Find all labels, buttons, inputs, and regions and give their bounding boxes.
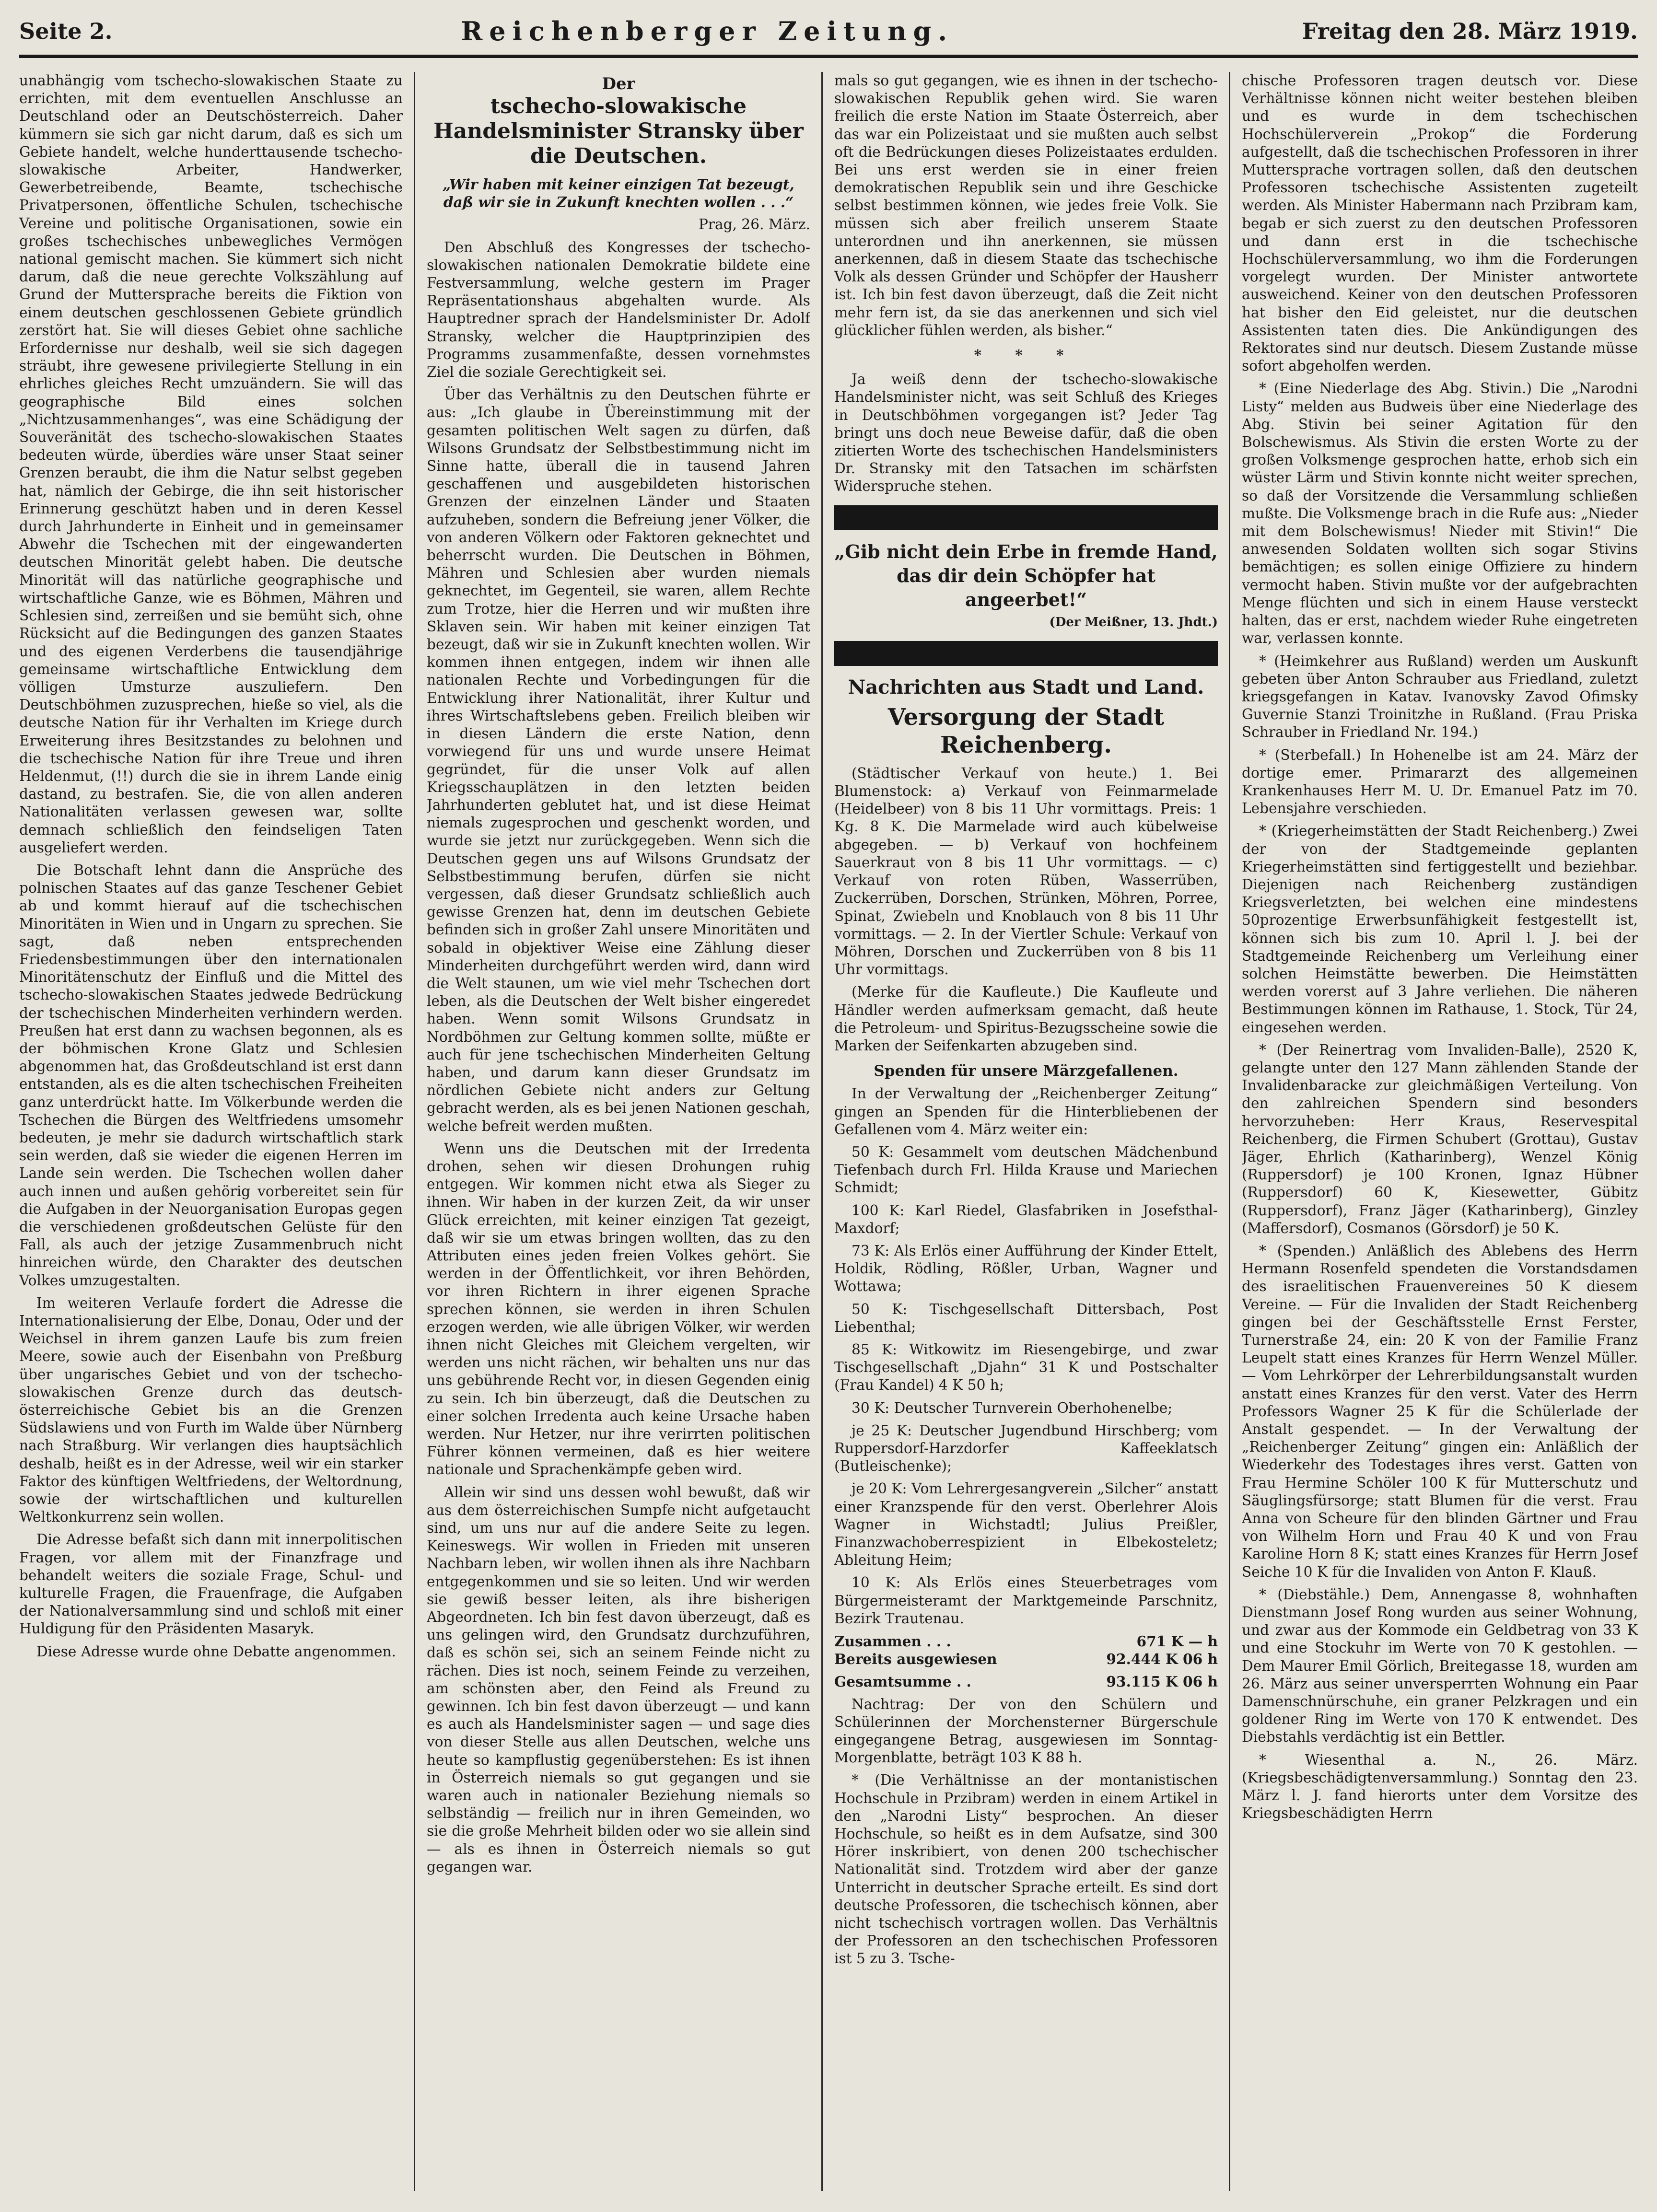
black-rule <box>834 505 1218 530</box>
total-label: Zusammen . . . <box>834 1633 951 1650</box>
section-heading: Nachrichten aus Stadt und Land. <box>848 675 1204 699</box>
total-value: 93.115 K 06 h <box>1106 1673 1218 1690</box>
subheading: Spenden für unsere Märzgefallenen. <box>874 1062 1179 1080</box>
paragraph: (Merke für die Kaufleute.) Die Kaufleute und Händler werden aufmerksam gemacht, daß heute die Petroleum- und Spiritus-Bezugsscheine sowie die Marken der Seifenkarten abzugeben sind. <box>834 984 1218 1054</box>
headline: Versorgung der Stadt Reichenberg. <box>887 703 1165 758</box>
column-divider <box>414 72 415 2191</box>
issue-date: Freitag den 28. März 1919. <box>1302 18 1638 44</box>
donation-item: 50 K: Tischgesellschaft Dittersbach, Post Liebenthal; <box>834 1301 1218 1335</box>
paragraph: mals so gut gegangen, wie es ihnen in der tschecho-slowakischen Republik gehen wird. Sie waren freilich die erste Nation im Staate Österreich, aber das war ein Polizeistaat und sie mußten auch selbst oft die Bedrückungen dieses Polizeistaates erdulden. Bei uns erst werden sie in einer freien demokratischen Republik sein und ihre Geschicke selbst bestimmen können, wie jedes freie Volk. Sie müssen sich aber freilich unserem Staate unterordnen und ihn anerkennen, sie müssen anerkennen, daß in diesem Staate das tschechische Volk als dessen Gründer und Schöpfer der Hausherr ist. Ich bin fest davon überzeugt, daß die Zeit nicht mehr fern ist, da sie das anerkennen und sich viel glücklicher fühlen werden, als bisher.“ <box>834 72 1218 338</box>
donation-item: 73 K: Als Erlös einer Aufführung der Kinder Ettelt, Holdik, Rödling, Rößler, Urban, Wagner und Wottawa; <box>834 1242 1218 1295</box>
columns <box>19 72 1638 2191</box>
column-divider <box>1229 72 1230 2191</box>
paragraph: * Wiesenthal a. N., 26. März. (Kriegsbeschädigtenversammlung.) Sonntag den 23. März l. J. fand hierorts unter dem Vorsitze des Kriegsbeschädigten Herrn <box>1242 1751 1638 1822</box>
total-label: Gesamtsumme . . <box>834 1673 971 1690</box>
paragraph: Die Adresse befaßt sich dann mit innerpolitischen Fragen, vor allem mit der Finanzfrage und behandelt weiters die soziale Frage, Schul- und kulturelle Fragen, die Frauenfrage, die Aufgaben der Nationalversammlung sind und schloß mit einer Huldigung für den Präsidenten Masaryk. <box>19 1531 403 1637</box>
paragraph: Allein wir sind uns dessen wohl bewußt, daß wir aus dem österreichischen Sumpfe nicht aufgetaucht sind, um uns nur auf die andere Seite zu legen. Keineswegs. Wir wollen in Frieden mit unseren Nachbarn leben, wir wollen ihnen als ihre Nachbarn entgegenkommen und sie so leiten. Und wir werden sie gewiß besser leiten, als ihre bisherigen Abgeordneten. Ich bin fest davon überzeugt, daß es uns gelingen wird, den Grundsatz durchzuführen, daß es schön sei, sich an seinem Feinde nicht zu rächen. Dies ist noch, seinem Feinde zu verzeihen, am schönsten aber, den Feind als Freund zu gewinnen. Ich bin fest davon überzeugt — und kann es auch als Handelsminister sagen — und sage dies von dieser Stelle aus allen Deutschen, welche uns heute so kampflustig gegenüberstehen: Es ist ihnen in Österreich niemals so gut gegangen und sie waren auch in nationaler Beziehung niemals so selbständig — freilich nur in ihren Gemeinden, wo sie die große Mehrheit bilden oder wo sie allein sind — als es ihnen in Österreich niemals so gut gegangen war. <box>427 1484 810 1875</box>
paragraph: * (Eine Niederlage des Abg. Stivin.) Die „Narodni Listy“ melden aus Budweis über eine Niederlage des Abg. Stivin bei seiner Agitation für den Bolschewismus. Als Stivin die ersten Worte zu der großen Volksmenge gesprochen hatte, erhob sich ein wüster Lärm und Stivin konnte nicht weiter sprechen, so daß der Vorsitzende die Versammlung schließen mußte. Die Volksmenge brach in die Rufe aus: „Nieder mit dem Bolschewismus! Nieder mit Stivin!“ Die anwesenden Soldaten wollten sich sogar Stivins bemächtigen; es sollen einige Offiziere zu hindern vermocht haben. Stivin mußte vor der aufgebrachten Menge flüchten und sich in einem Hause versteckt halten, das er erst, nachdem wieder Ruhe eingetreten war, verlassen konnte. <box>1242 380 1638 647</box>
total-row <box>834 1650 1218 1668</box>
paragraph: unabhängig vom tschecho-slowakischen Staate zu errichten, mit dem eventuellen Anschlusse an Deutschland oder an Deutschösterreich. Daher kümmern sie sich gar nicht darum, daß es sich um Gebiete handelt, welche hunderttausende tschecho-slowakische Arbeiter, Handwerker, Gewerbetreibende, Beamte, tschechische Privatpersonen, öffentliche Schulen, tschechische Vereine und politische Organisationen, sowie ein großes tschechisches unbewegliches Vermögen national gemischt machen. Sie kümmert sich nicht darum, daß die neue gerechte Volkszählung auf Grund der Muttersprache bereits die Fiktion von einem deutschen geschlossenen Gebiete gründlich zerstört hat. Sie will dieses Gebiet ohne sachliche Erfordernisse nur deshalb, weil sie sich dagegen sträubt, ihre gewesene privilegierte Stellung in ein ehrliches gleiches Recht umzuändern. Sie will das geographische Bild eines solchen „Nichtzusammenhanges“, was eine Schädigung der Souveränität des tschecho-slowakischen Staates bedeuten würde, überdies wäre unser Staat seiner Grenzen beraubt, die ihm die Natur selbst gegeben hat, nämlich der Gebirge, die ihn seit historischer Erinnerung geschützt haben und in deren Kessel durch Jahrhunderte in Einheit und in gemeinsamer Abwehr die Tschechen mit der eingewanderten deutschen Minorität gelebt haben. Die deutsche Minorität will das natürliche geographische und wirtschaftliche Ganze, wie es Böhmen, Mähren und Schlesien sind, zerreißen und sie bemüht sich, ohne Rücksicht auf die Bedingungen des ganzen Staates und des eigenen Verderbens die tausendjährige gemeinsame wirtschaftliche Entwicklung dem völligen Umsturze auszuliefern. Den Deutschböhmen zuzusprechen, hieße so viel, als die deutsche Nation für ihr Verhalten im Kriege durch Erweiterung ihres Besitzstandes zu belohnen und die tschechische Nation für ihre Treue und ihren Heldenmut, (!!) durch die sie in ihrem Lande einig dastand, zu bestrafen. Sie, die von allen anderen Nationalitäten verlassen gewesen war, sollte demnach schließlich den feindseligen Taten ausgeliefert werden. <box>19 72 403 856</box>
dateline: Prag, 26. März. <box>698 216 810 233</box>
header-rule <box>19 55 1638 58</box>
article-title-main: tschecho-slowakische Handelsminister Stransky über die Deutschen. <box>433 94 804 168</box>
paragraph: * (Kriegerheimstätten der Stadt Reichenberg.) Zwei der von der Stadtgemeinde geplanten Kriegerheimstätten sind fertiggestellt und beziehbar. Diejenigen nach Reichenberg zuständigen Kriegsverletzten, bei welchen eine mindestens 50prozentige Erwerbsunfähigkeit festgestellt ist, können sich bis zum 10. April l. J. bei der Stadtgemeinde Reichenberg um Verleihung einer solchen Heimstätte bewerben. Die Heimstätten werden vorerst auf 3 Jahre verliehen. Die näheren Bestimmungen können im Rathause, 1. Stock, Tür 24, eingesehen werden. <box>1242 823 1638 1036</box>
article-title <box>427 74 810 169</box>
newspaper-name: Reichenberger Zeitung. <box>461 16 954 47</box>
donation-item: je 25 K: Deutscher Jugendbund Hirschberg; vom Ruppersdorf-Harzdorfer Kaffeeklatsch (Butleischenke); <box>834 1422 1218 1475</box>
paragraph: In der Verwaltung der „Reichenberger Zeitung“ gingen an Spenden für die Hinterbliebenen der Gefallenen vom 4. März weiter ein: <box>834 1085 1218 1138</box>
page-number: Seite 2. <box>19 18 113 44</box>
paragraph: (Städtischer Verkauf von heute.) 1. Bei Blumenstock: a) Verkauf von Feinmarmelade (Heidelbeer) von 8 bis 11 Uhr vormittags. Preis: 1 Kg. 8 K. Die Marmelade wird auch kübelweise abgegeben. — b) Verkauf von hochfeinem Sauerkraut von 8 bis 11 Uhr vormittags. — c) Verkauf von roten Rüben, Wasserrüben, Zuckerrüben, Dorschen, Strünken, Möhren, Porree, Spinat, Zwiebeln und Knoblauch von 8 bis 11 Uhr vormittags. — 2. In der Viertler Schule: Verkauf von Möhren, Dorschen und Zuckerrüben von 8 bis 11 Uhr vormittags. <box>834 765 1218 978</box>
column-divider <box>821 72 823 2191</box>
paragraph: Die Botschaft lehnt dann die Ansprüche des polnischen Staates auf das ganze Teschener Gebiet ab und kommt hierauf auf die tschechischen Minoritäten in Wien und in Ungarn zu sprechen. Sie sagt, daß neben entsprechenden Friedensbestimmungen über den internationalen Minoritätenschutz der Einfluß und die Mittel des tschecho-slowakischen Staates jedwede Bedrückung der tschechischen Minderheiten verhindern werden. Preußen hat erst dann zu wachsen begonnen, als es der böhmischen Krone Glatz und Schlesien abgenommen hat, das Großdeutschland ist erst dann entstanden, als es die alten tschechischen Freiheiten ganz unterdrückt hatte. Im Völkerbunde werden die Tschechen die Bürgen des Weltfriedens umsomehr bedeuten, je mehr sie dadurch wirtschaftlich stark sein werden, daß sie wieder die eigenen Herren im Lande sein werden. Die Tschechen wollen daher auch innen und außen gehörig vorbereitet sein für die Aufgaben in der Neuorganisation Europas gegen die verschiedenen großdeutschen Gelüste für den Fall, als auch der jetzige Zusammenbruch nicht hinreichen würde, den Charakter des deutschen Volkes umzugestalten. <box>19 862 403 1289</box>
separator-stars: * * * <box>974 347 1078 364</box>
total-value: 92.444 K 06 h <box>1106 1651 1218 1668</box>
article-quote: „Wir haben mit keiner einzigen Tat bezeugt, daß wir sie in Zukunft knechten wollen . . .“ <box>443 176 794 211</box>
column-3 <box>834 72 1218 2191</box>
donation-item: je 20 K: Vom Lehrergesangverein „Silcher“ anstatt einer Kranzspende für den verst. Oberlehrer Alois Wagner in Wichstadtl; Julius Preißler, Finanzwachoberrespizient in Elbekosteletz; Ableitung Heim; <box>834 1480 1218 1569</box>
paragraph: Nachtrag: Der von den Schülern und Schülerinnen der Morchensterner Bürgerschule eingegangene Betrag, ausgewiesen im Sonntag-Morgenblatte, beträgt 103 K 88 h. <box>834 1696 1218 1766</box>
paragraph: Diese Adresse wurde ohne Debatte angenommen. <box>36 1643 397 1660</box>
paragraph: * (Heimkehrer aus Rußland) werden um Auskunft gebeten über Anton Schrauber aus Friedland, zuletzt kriegsgefangen in Katav. Ivanovsky Zavod Ofimsky Guvernie Stanzi Troinitzhe in Rußland. (Frau Priska Schrauber in Friedland Nr. 194.) <box>1242 652 1638 741</box>
column-2 <box>427 72 810 2191</box>
motto: „Gib nicht dein Erbe in fremde Hand, das dir dein Schöpfer hat angeerbet!“ <box>834 540 1218 610</box>
donation-item: 100 K: Karl Riedel, Glasfabriken in Josefsthal-Maxdorf; <box>834 1202 1218 1236</box>
article-title-pre: Der <box>602 74 635 93</box>
paragraph: * (Diebstähle.) Dem, Annengasse 8, wohnhaften Dienstmann Josef Rong wurden aus seiner Wohnung, und zwar aus der Kommode ein Geldbetrag von 33 K und eine Stockuhr im Werte von 70 K gestohlen. — Dem Maurer Emil Görlich, Breitegasse 18, wurden am 26. März aus seiner unversperrten Wohnung ein Paar Damenschnürschuhe, ein graner Pelzkragen und ein goldener Ring im Werte von 170 K entwendet. Des Diebstahls verdächtig ist ein Bettler. <box>1242 1586 1638 1746</box>
paragraph: * (Die Verhältnisse an der montanistischen Hochschule in Przibram) werden in einem Artikel in den „Narodni Listy“ besprochen. An dieser Hochschule, so heißt es in dem Aufsatze, sind 300 Hörer inskribiert, von denen 200 tschechischer Nationalität sind. Trotzdem wird aber der ganze Unterricht in deutscher Sprache erteilt. Es sind dort deutsche Professoren, die tschechisch können, aber nicht tschechisch vortragen wollen. Das Verhältnis der Professoren an den tschechischen Professoren ist 5 zu 3. Tsche- <box>834 1772 1218 1967</box>
total-label: Bereits ausgewiesen <box>834 1651 997 1668</box>
black-rule <box>834 641 1218 666</box>
donation-item: 85 K: Witkowitz im Riesengebirge, und zwar Tischgesellschaft „Djahn“ 31 K und Postschalter (Frau Kandel) 4 K 50 h; <box>834 1341 1218 1394</box>
column-4 <box>1242 72 1638 2191</box>
paragraph: Den Abschluß des Kongresses der tschecho-slowakischen nationalen Demokratie bildete eine Festversammlung, welche gestern im Prager Repräsentationshaus abgehalten wurde. Als Hauptredner sprach der Handelsminister Dr. Adolf Stransky, welcher die Hauptprinzipien des Programms zusammenfaßte, dessen vornehmstes Ziel die soziale Gerechtigkeit sei. <box>427 239 810 381</box>
paragraph: chische Professoren tragen deutsch vor. Diese Verhältnisse können nicht weiter bestehen bleiben und es wurde in dem tschechischen Hochschülerverein „Prokop“ die Forderung aufgestellt, daß die tschechischen Professoren in ihrer Muttersprache vortragen sollen, daß den deutschen Professoren tschechische Assistenten zugeteilt werden. Als Minister Habermann nach Przibram kam, begab er sich zuerst zu den deutschen Professoren und dann erst in die tschechische Hochschülerversammlung, wo ihm die Forderungen vorgelegt wurden. Der Minister antwortete ausweichend. Keiner von den deutschen Professoren hat bisher den Eid geleistet, nur die deutschen Assistenten taten dies. Die Ankündigungen des Rektorates sind nur deutsch. Diesem Zustande müsse sofort abgeholfen werden. <box>1242 72 1638 374</box>
page-header <box>19 10 1638 53</box>
paragraph: * (Der Reinertrag vom Invaliden-Balle), 2520 K, gelangte unter den 127 Mann zählenden Stande der Invalidenbaracke zur gleichmäßigen Verteilung. Von den zahlreichen Spendern sind besonders hervorzuheben: Herr Kraus, Reservespital Reichenberg, die Firmen Schubert (Grottau), Gustav Jäger, Ehrlich (Katharinberg), Wenzel König (Ruppersdorf) je 100 Kronen, Ignaz Hübner (Ruppersdorf) 60 K, Kiesewetter, Gübitz (Ruppersdorf), Franz Jäger (Katharinberg), Ginzley (Maffersdorf), Cosmanos (Görsdorf) je 50 K. <box>1242 1041 1638 1236</box>
motto-source: (Der Meißner, 13. Jhdt.) <box>1049 615 1218 629</box>
paragraph: * (Sterbefall.) In Hohenelbe ist am 24. März der dortige emer. Primararzt des allgemeinen Krankenhauses Herr M. U. Dr. Emanuel Patz im 70. Lebensjahre verschieden. <box>1242 746 1638 817</box>
total-row <box>834 1632 1218 1650</box>
paragraph: Über das Verhältnis zu den Deutschen führte er aus: „Ich glaube in Übereinstimmung mit der gesamten politischen Welt sagen zu dürfen, daß Wilsons Grundsatz der Selbstbestimmung nicht im Sinne hatte, überall die in tausend Jahren geschaffenen und ausgebildeten historischen Grenzen der einzelnen Länder und Staaten aufzuheben, sondern die Befreiung jener Völker, die von anderen Völkern oder Faktoren geknechtet und beherrscht wurden. Die Deutschen in Böhmen, Mähren und Schlesien aber wurden niemals geknechtet, im Gegenteil, sie waren, allem Rechte zum Trotze, hier die Herren und wir mußten ihre Sklaven sein. Wir haben mit keiner einzigen Tat bezeugt, daß wir sie in Zukunft knechten wollen. Wir kommen ihnen entgegen, indem wir ihnen alle nationalen Rechte und Vorbedingungen für die Entwicklung ihrer Nationalität, ihrer Kultur und ihres Wirtschaftslebens geben. Freilich bleiben wir in diesen Ländern die erste Nation, denn vorwiegend für uns und wurde unsere Heimat gegründet, für die unser Volk auf allen Kriegsschauplätzen in den letzten beiden Jahrhunderten geblutet hat, und ist diese Heimat niemals zugesprochen und geschenkt worden, und wurde sie jetzt nur zurückgegeben. Wenn sich die Deutschen gegen uns auf Wilsons Grundsatz der Selbstbestimmung berufen, dürfen sie nicht vergessen, daß dieser Grundsatz schließlich auch gewisse Grenzen hat, denn im deutschen Gebiete befinden sich in großer Zahl unsere Minoritäten und sobald in objektiver Weise eine Zählung dieser Minderheiten durchgeführt werden wird, dann wird die Welt staunen, um wie viel mehr Tschechen dort leben, als die Deutschen der Welt bisher eingeredet haben. Wenn somit Wilsons Grundsatz in Nordböhmen zur Geltung kommen sollte, müßte er auch für jene tschechischen Minderheiten Geltung haben, und darum kann dieser Grundsatz im nördlichen Gebiete nicht anders zur Geltung gebracht werden, als es bei jenen Nationen geschah, welche befreit werden mußten. <box>427 386 810 1134</box>
donation-item: 10 K: Als Erlös eines Steuerbetrages vom Bürgermeisteramt der Marktgemeinde Parschnitz, Bezirk Trautenau. <box>834 1574 1218 1627</box>
paragraph: Im weiteren Verlaufe fordert die Adresse die Internationalisierung der Elbe, Donau, Oder und der Weichsel in ihrem ganzen Laufe bis zum freien Meere, sowie auch der Eisenbahn von Preßburg über ungarisches Gebiet und von der tschecho-slowakischen Grenze durch das deutsch-österreichische Gebiet bis an die Grenzen Südslawiens und von Furth im Walde über Nürnberg nach Straßburg. Wir verlangen dies hauptsächlich deshalb, heißt es in der Adresse, weil wir ein starker Faktor des künftigen Weltfriedens, der Weltordnung, sowie der wirtschaftlichen und kulturellen Weltkonkurrenz sein wollen. <box>19 1294 403 1525</box>
paragraph: Wenn uns die Deutschen mit der Irredenta drohen, sehen wir diesen Drohungen ruhig entgegen. Wir kommen nicht etwa als Sieger zu ihnen. Wir haben in der kurzen Zeit, da wir unser Glück erreichten, mit keiner einzigen Tat gezeigt, daß wir sie um etwas bringen wollten, das zu den Attributen eines jeden freien Volkes gehört. Sie werden in der Öffentlichkeit, vor ihren Behörden, vor ihren Richtern in ihrer eigenen Sprache sprechen können, sie werden in ihren Schulen erzogen werden, wie alle übrigen Völker, wir werden ihnen nicht Gleiches mit Gleichem vergelten, wir werden uns nicht rächen, wir behalten uns nur das uns gebührende Recht vor, in diesen Gegenden einig zu sein. Ich bin überzeugt, daß die Deutschen zu einer solchen Irredenta auch keine Ursache haben werden. Nur Hetzer, nur ihre verirrten politischen Führer können vermeinen, daß es hier weitere nationale und Sprachenkämpfe geben wird. <box>427 1140 810 1478</box>
total-value: 671 K — h <box>1136 1633 1218 1650</box>
paragraph: Ja weiß denn der tschecho-slowakische Handelsminister nicht, was seit Schluß des Krieges in Deutschböhmen vorgegangen ist? Jeder Tag bringt uns doch neue Beweise dafür, daß die oben zitierten Worte des tschechischen Handelsministers Dr. Stransky mit den Tatsachen im schärfsten Widerspruche stehen. <box>834 371 1218 495</box>
paragraph: * (Spenden.) Anläßlich des Ablebens des Herrn Hermann Rosenfeld spendeten die Vorstandsdamen des israelitischen Frauenvereines 50 K diesem Vereine. — Für die Invaliden der Stadt Reichenberg gingen bei der Geschäftsstelle Ernst Ferster, Turnerstraße 24, ein: 20 K von der Familie Franz Leupelt statt eines Kranzes für Herrn Wenzel Müller. — Vom Lehrkörper der Lehrerbildungsanstalt wurden anstatt eines Kranzes für den verst. Vater des Herrn Professors Wagner 25 K für die Schülerlade der Anstalt gespendet. — In der Verwaltung der „Reichenberger Zeitung“ gingen ein: Anläßlich der Wiederkehr des Todestages ihres verst. Gatten von Frau Hermine Schöler 100 K für Mutterschutz und Säuglingsfürsorge; statt Blumen für die verst. Frau Anna von Scheure für den blinden Gärtner und Frau von Wilhelm Horn und Frau 40 K und von Frau Karoline Horn 8 K; statt eines Kranzes für Herrn Josef Seiche 10 K für die Invaliden von Anton F. Klauß. <box>1242 1243 1638 1580</box>
donation-item: 50 K: Gesammelt vom deutschen Mädchenbund Tiefenbach durch Frl. Hilda Krause und Mariechen Schmidt; <box>834 1143 1218 1196</box>
total-row <box>834 1673 1218 1690</box>
donation-item: 30 K: Deutscher Turnverein Oberhohenelbe; <box>852 1399 1173 1416</box>
column-1 <box>19 72 403 2191</box>
